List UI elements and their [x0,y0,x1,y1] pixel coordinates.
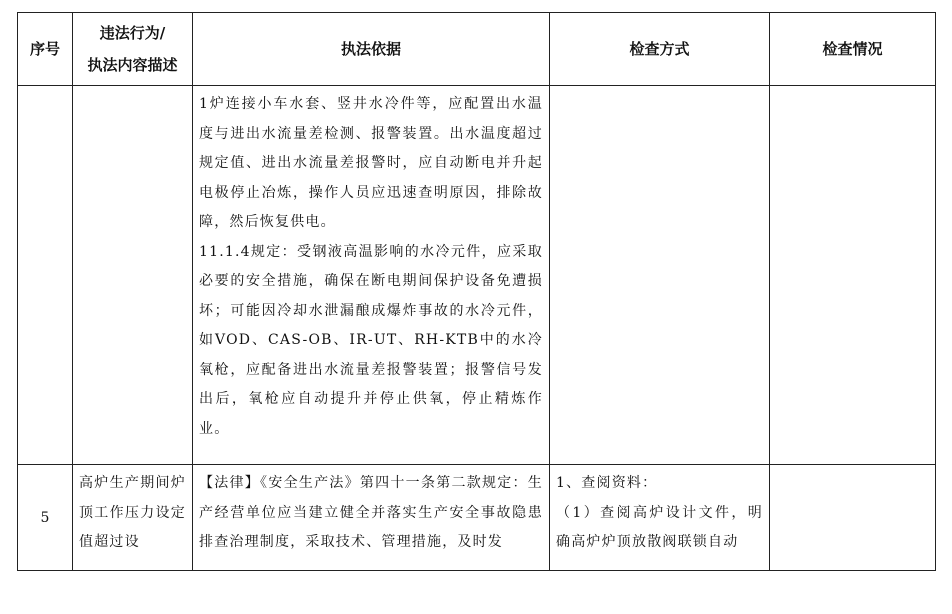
legal-basis-text [193,86,549,444]
row-inspection-status-cell [770,465,936,571]
legal-basis-text [193,465,549,558]
header-inspection-method: 检查方式 [550,13,770,86]
header-violation-description [73,13,193,86]
header-violation-line2: 执法内容描述 [87,56,178,74]
inspection-method-text [550,465,769,558]
table-header-row [18,13,936,86]
header-number: 序号 [18,13,73,86]
row-description-cell [73,465,193,571]
row-inspection-status-cell [770,86,936,465]
inspection-table [17,12,936,571]
legal-basis-paragraph: 1炉连接小车水套、竖井水冷件等，应配置出水温度与进出水流量差检测、报警装置。出水温度超过规定值、进出水流量差报警时，应自动断电并升起电极停止冶炼，操作人员应迅速查明原因，排除故障，然后恢复供电。 [199,96,543,230]
header-inspection-status: 检查情况 [770,13,936,86]
legal-basis-paragraph: 【法律】《安全生产法》第四十一条第二款规定：生产经营单位应当建立健全并落实生产安全事故隐患排查治理制度，采取技术、管理措施，及时发 [199,475,543,550]
header-violation-line1: 违法行为/ [99,24,166,42]
table-row [18,465,936,571]
row-inspection-method-cell [550,465,770,571]
table-row [18,86,936,465]
row-number-cell: 5 [18,465,73,571]
inspection-method-line: （1）查阅高炉设计文件，明确高炉炉顶放散阀联锁自动 [556,504,763,550]
row-legal-basis-cell [193,465,550,571]
legal-basis-paragraph: 11.1.4规定：受钢液高温影响的水冷元件，应采取必要的安全措施，确保在断电期间保护设备免遭损坏；可能因冷却水泄漏酿成爆炸事故的水冷元件，如VOD、CAS-OB、IR-UT、RH-KTB中的水冷氧枪，应配备进出水流量差报警装置；报警信号发出后，氧枪应自动提升并停止供氧，停止精炼作业。 [199,243,543,437]
row-legal-basis-cell [193,86,550,465]
row-number-cell [18,86,73,465]
row-description-text: 高炉生产期间炉顶工作压力设定值超过设 [79,475,186,550]
row-description-text [73,86,192,90]
row-description-cell [73,86,193,465]
header-legal-basis: 执法依据 [193,13,550,86]
row-inspection-method-cell [550,86,770,465]
inspection-method-line: 1、查阅资料： [556,475,658,491]
